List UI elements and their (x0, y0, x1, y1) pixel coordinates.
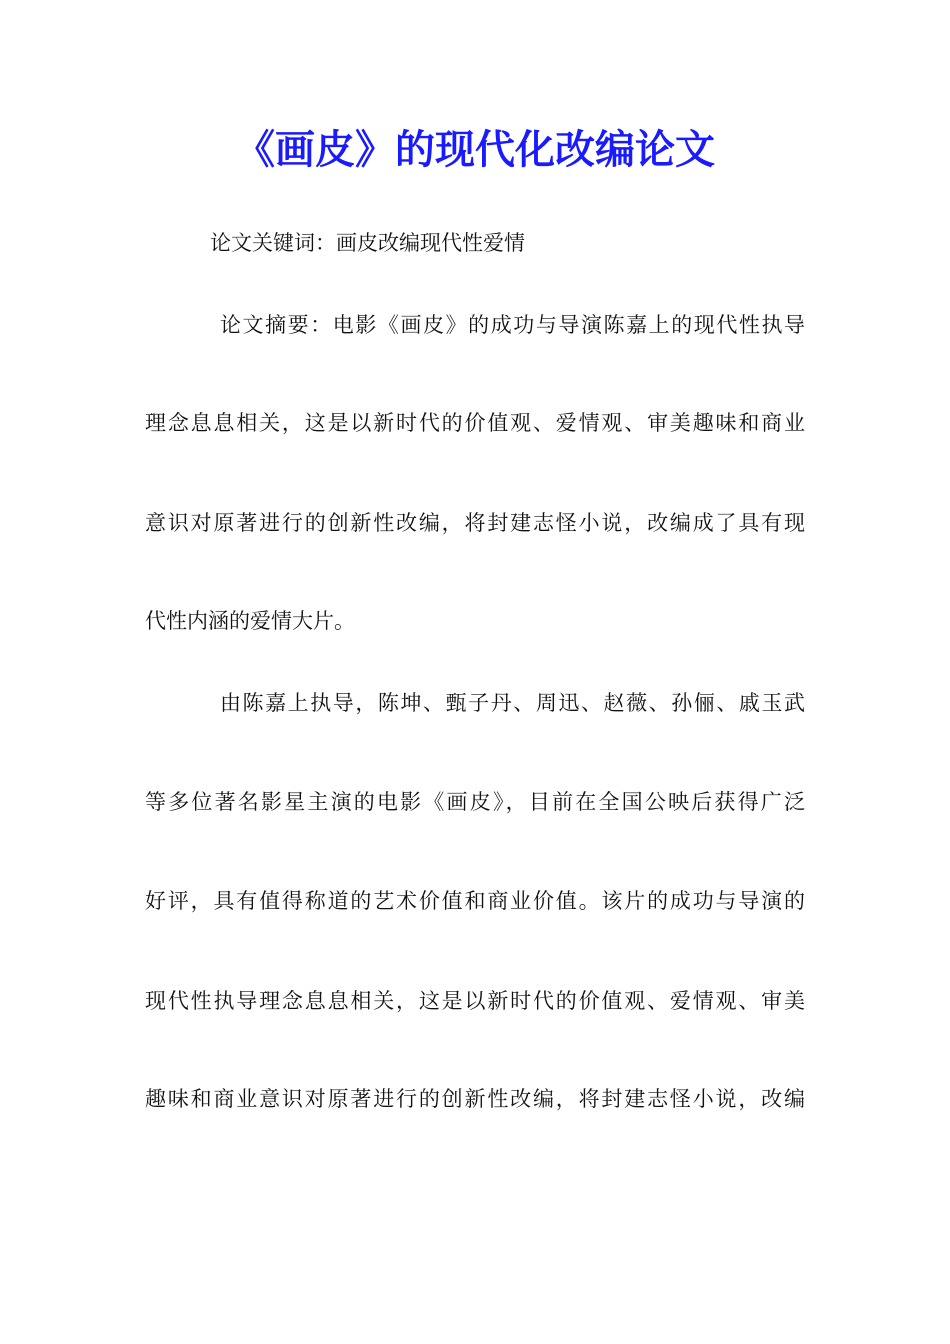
abstract-line-3: 意识对原著进行的创新性改编，将封建志怪小说，改编成了具有现 (145, 511, 805, 535)
abstract-line-2: 理念息息相关，这是以新时代的价值观、爱情观、审美趣味和商业 (145, 411, 805, 435)
abstract-line-4: 代性内涵的爱情大片。 (145, 609, 355, 633)
abstract-line-1: 论文摘要：电影《画皮》的成功与导演陈嘉上的现代性执导 (220, 313, 805, 337)
body-line-2: 等多位著名影星主演的电影《画皮》，目前在全国公映后获得广泛 (145, 790, 805, 814)
body-line-1: 由陈嘉上执导，陈坤、甄子丹、周迅、赵薇、孙俪、戚玉武 (220, 691, 805, 715)
body-line-4: 现代性执导理念息息相关，这是以新时代的价值观、爱情观、审美 (145, 989, 805, 1013)
body-line-5: 趣味和商业意识对原著进行的创新性改编，将封建志怪小说，改编 (145, 1087, 805, 1111)
body-line-3: 好评，具有值得称道的艺术价值和商业价值。该片的成功与导演的 (145, 889, 805, 913)
document-title: 《画皮》的现代化改编论文 (235, 126, 715, 173)
keywords-line: 论文关键词：画皮改编现代性爱情 (210, 231, 525, 255)
